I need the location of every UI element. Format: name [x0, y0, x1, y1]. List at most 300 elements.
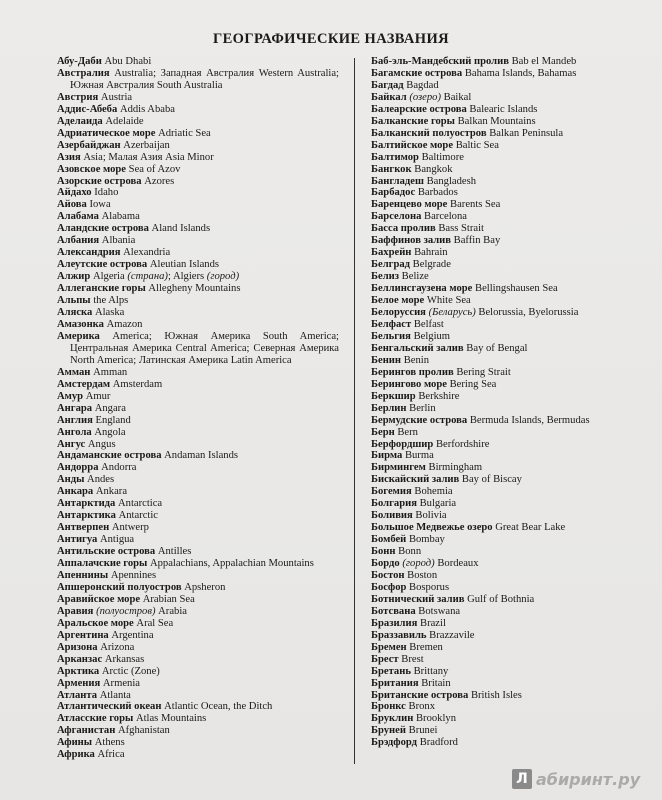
english-term: Argentina — [111, 629, 154, 641]
russian-term: Балеарские острова — [371, 103, 467, 115]
russian-term: Аравия — [57, 605, 94, 617]
english-term: Brittany — [413, 665, 449, 677]
russian-term: Антверпен — [57, 522, 110, 534]
english-term: Abu Dhabi — [104, 56, 152, 67]
english-term: Addis Ababa — [119, 103, 175, 115]
russian-term: Амстердам — [57, 378, 111, 390]
glossary-entry — [371, 104, 617, 116]
glossary-entry — [57, 450, 339, 462]
term-note: (страна) — [127, 271, 168, 283]
watermark-logo — [512, 768, 652, 790]
russian-term: Амазонка — [57, 318, 104, 330]
glossary-entry — [371, 259, 617, 271]
glossary-entry — [57, 474, 339, 486]
russian-term: Аральское море — [57, 617, 134, 629]
russian-term: Антарктида — [57, 498, 116, 510]
glossary-entry — [371, 642, 617, 654]
term-note: (город) — [402, 558, 435, 570]
glossary-entry — [57, 319, 339, 331]
english-term: Barcelona — [424, 211, 467, 223]
glossary-entry — [57, 391, 339, 403]
russian-term: Австрия — [57, 91, 99, 103]
english-term: Great Bear Lake — [495, 522, 566, 534]
english-term: Baltic Sea — [455, 139, 499, 151]
glossary-entry — [371, 116, 617, 128]
glossary-entry — [371, 630, 617, 642]
glossary-entry — [57, 307, 339, 319]
english-term: Iowa — [89, 199, 111, 211]
glossary-entry — [371, 307, 617, 319]
glossary-entry — [371, 690, 617, 702]
russian-term: Афганистан — [57, 725, 116, 737]
glossary-entry — [57, 176, 339, 188]
english-term: Apennines — [110, 569, 157, 581]
russian-term: Бонн — [371, 546, 396, 558]
russian-term: Белиз — [371, 271, 400, 283]
russian-term: Бруклин — [371, 713, 414, 725]
glossary-entry — [371, 713, 617, 725]
logo-text: абиринт.ру — [536, 769, 641, 789]
glossary-entry — [57, 187, 339, 199]
russian-term: Америка — [57, 330, 100, 342]
english-term: Bellingshausen Sea — [475, 283, 558, 295]
english-term: England — [95, 414, 131, 426]
russian-term: Альпы — [57, 295, 91, 307]
russian-term: Берингово море — [371, 378, 447, 390]
russian-term: Антильские острова — [57, 546, 156, 558]
russian-term: Бруней — [371, 725, 406, 737]
glossary-entry — [57, 737, 339, 749]
glossary-entry — [57, 140, 339, 152]
glossary-entry — [371, 534, 617, 546]
glossary-entry — [371, 558, 617, 570]
glossary-entry — [57, 642, 339, 654]
english-term: White Sea — [426, 295, 471, 307]
english-term: Barents Sea — [450, 199, 501, 211]
english-term: Atlanta — [99, 689, 131, 701]
glossary-entry — [371, 164, 617, 176]
russian-term: Бирма — [371, 450, 403, 462]
english-term: Bahrain — [414, 247, 448, 259]
russian-term: Беркшир — [371, 390, 416, 402]
english-term: Antarctica — [118, 498, 163, 510]
russian-term: Андорра — [57, 462, 99, 474]
russian-term: Берлин — [371, 402, 407, 414]
english-term: Africa — [97, 749, 125, 761]
glossary-entry — [371, 211, 617, 223]
glossary-entry — [57, 116, 339, 128]
russian-term: Аландские острова — [57, 223, 149, 235]
term-note: (озеро) — [409, 91, 441, 103]
english-term: Antwerp — [111, 522, 149, 534]
glossary-entry — [57, 582, 339, 594]
english-term: Andes — [87, 474, 115, 486]
english-term: Bohemia — [414, 486, 453, 498]
english-term: Amazon — [106, 318, 143, 330]
russian-term: Бенин — [371, 354, 402, 366]
english-term: Birmingham — [428, 462, 483, 474]
english-term: Arctic (Zone) — [101, 665, 160, 677]
russian-term: Айова — [57, 199, 87, 211]
glossary-entry — [371, 140, 617, 152]
russian-term: Белоруссия — [371, 307, 426, 319]
russian-term: Баб-эль-Мандебский пролив — [371, 56, 509, 67]
glossary-entry — [57, 498, 339, 510]
russian-term: Атласские горы — [57, 713, 134, 725]
glossary-entry — [57, 594, 339, 606]
term-note: (город) — [206, 271, 240, 283]
english-term: Balearic Islands — [469, 103, 538, 115]
english-term: Amsterdam — [112, 378, 163, 390]
english-term: Bay of Biscay — [461, 474, 522, 486]
glossary-entry — [57, 415, 339, 427]
glossary-entry — [371, 379, 617, 391]
english-term: Brooklyn — [415, 713, 456, 725]
russian-term: Анды — [57, 474, 85, 486]
glossary-entry — [57, 558, 339, 570]
russian-term: Балканские горы — [371, 115, 455, 127]
glossary-entry — [371, 654, 617, 666]
russian-term: Британские острова — [371, 689, 469, 701]
russian-term: Бенгальский залив — [371, 342, 464, 354]
english-term: British Isles — [470, 689, 522, 701]
english-term: Bern — [397, 426, 418, 438]
english-term: Balkan Peninsula — [489, 127, 564, 139]
russian-term: Бостон — [371, 569, 405, 581]
russian-term: Багдад — [371, 79, 404, 91]
glossary-entry — [57, 56, 339, 68]
english-term: Bronx — [408, 701, 435, 713]
russian-term: Аравийское море — [57, 593, 141, 605]
english-term: Atlas Mountains — [135, 713, 207, 725]
glossary-entry — [371, 594, 617, 606]
english-term: Sea of Azov — [128, 163, 181, 175]
russian-term: Абу-Даби — [57, 56, 102, 67]
glossary-entry — [57, 92, 339, 104]
glossary-entry — [371, 415, 617, 427]
russian-term: Атлантический океан — [57, 701, 162, 713]
glossary-entry — [371, 319, 617, 331]
english-term: Brazzavile — [429, 629, 475, 641]
russian-term: Адриатическое море — [57, 127, 156, 139]
russian-term: Балтимор — [371, 151, 419, 163]
glossary-entry — [57, 152, 339, 164]
english-term: Bordeaux — [437, 558, 479, 570]
english-term: Burma — [404, 450, 434, 462]
russian-term: Арктика — [57, 665, 100, 677]
glossary-entry — [371, 283, 617, 295]
english-term: Allegheny Mountains — [148, 283, 241, 295]
english-term: Aral Sea — [136, 617, 174, 629]
glossary-entry — [57, 534, 339, 546]
english-term: Arizona — [100, 641, 135, 653]
glossary-entry — [371, 450, 617, 462]
russian-term: Богемия — [371, 486, 412, 498]
english-term: Austria — [100, 91, 133, 103]
english-term: Bangkok — [414, 163, 453, 175]
russian-term: Бразилия — [371, 617, 418, 629]
glossary-entry — [371, 737, 617, 749]
russian-term: Бретань — [371, 665, 411, 677]
russian-term: Белфаст — [371, 318, 412, 330]
glossary-entry — [57, 690, 339, 702]
russian-term: Берингов пролив — [371, 366, 454, 378]
glossary-entry — [57, 259, 339, 271]
glossary-entry — [57, 68, 339, 92]
english-term: Belgium — [413, 330, 451, 342]
glossary-entry — [57, 104, 339, 116]
russian-term: Бангладеш — [371, 175, 424, 187]
english-term: Angara — [94, 402, 126, 414]
page-title: ГЕОГРАФИЧЕСКИЕ НАЗВАНИЯ — [212, 31, 450, 47]
russian-term: Ботнический залив — [371, 593, 465, 605]
english-term: Baltimore — [421, 151, 464, 163]
glossary-entry — [371, 462, 617, 474]
english-term: Amman — [93, 366, 128, 378]
russian-term: Большое Медвежье озеро — [371, 522, 493, 534]
glossary-entry — [57, 678, 339, 690]
glossary-entry — [371, 271, 617, 283]
english-term: Britain — [421, 677, 451, 689]
russian-term: Басса пролив — [371, 223, 436, 235]
glossary-entry — [371, 701, 617, 713]
glossary-entry — [57, 630, 339, 642]
russian-term: Бельгия — [371, 330, 411, 342]
glossary-entry — [57, 367, 339, 379]
english-term: Arabia — [158, 605, 187, 617]
russian-term: Атланта — [57, 689, 98, 701]
english-term: Angus — [87, 438, 116, 450]
english-term: Benin — [403, 354, 429, 366]
glossary-entry — [371, 570, 617, 582]
english-term: Bolivia — [415, 510, 447, 522]
russian-term: Апеннины — [57, 569, 109, 581]
glossary-entry — [57, 379, 339, 391]
glossary-entry — [57, 546, 339, 558]
russian-term: Браззавиль — [371, 629, 427, 641]
russian-term: Ангола — [57, 426, 92, 438]
glossary-entry — [371, 666, 617, 678]
russian-term: Байкал — [371, 91, 407, 103]
english-term: Bangladesh — [426, 175, 477, 187]
russian-term: Белград — [371, 259, 411, 271]
english-term: Bab el Mandeb — [511, 56, 577, 67]
glossary-entry — [371, 367, 617, 379]
english-term: Bermuda Islands, Bermudas — [469, 414, 590, 426]
english-term: Armenia — [102, 677, 140, 689]
english-term: Berfordshire — [435, 438, 490, 450]
russian-term: Аляска — [57, 307, 93, 319]
russian-term: Брест — [371, 653, 399, 665]
glossary-entry — [371, 522, 617, 534]
english-term: Adriatic Sea — [158, 127, 211, 139]
glossary-entry — [371, 128, 617, 140]
english-term: Belfast — [413, 318, 444, 330]
column-divider — [354, 58, 355, 764]
russian-term: Ангус — [57, 438, 86, 450]
russian-term: Барселона — [371, 211, 422, 223]
glossary-entry — [371, 247, 617, 259]
glossary-entry — [371, 187, 617, 199]
russian-term: Берфордшир — [371, 438, 434, 450]
english-term: the Alps — [93, 295, 129, 307]
glossary-entry — [371, 510, 617, 522]
russian-term: Азовское море — [57, 163, 127, 175]
russian-term: Азия — [57, 151, 81, 163]
english-term: Berkshire — [418, 390, 460, 402]
english-term: Bahama Islands, Bahamas — [464, 67, 577, 79]
glossary-entry — [371, 343, 617, 355]
glossary-entry — [57, 462, 339, 474]
english-term: Bonn — [398, 546, 422, 558]
russian-term: Бомбей — [371, 534, 407, 546]
english-term: Arabian Sea — [142, 593, 195, 605]
english-term: Asia; Малая Азия Asia Minor — [83, 151, 214, 163]
glossary-entry — [371, 427, 617, 439]
russian-term: Антигуа — [57, 534, 98, 546]
english-term: Azores — [144, 175, 175, 187]
glossary-entry — [371, 486, 617, 498]
glossary-entry — [57, 522, 339, 534]
glossary-entry — [371, 68, 617, 80]
english-term: ; Algiers — [167, 271, 205, 283]
glossary-entry — [371, 725, 617, 737]
english-term: Antigua — [99, 534, 135, 546]
russian-term: Апшеронский полуостров — [57, 581, 182, 593]
english-term: Berlin — [409, 402, 436, 414]
glossary-entry — [371, 223, 617, 235]
english-term: Belize — [401, 271, 429, 283]
english-term: Athens — [94, 737, 125, 749]
english-term: Boston — [407, 569, 438, 581]
russian-term: Алабама — [57, 211, 99, 223]
russian-term: Анкара — [57, 486, 94, 498]
english-term: Bering Sea — [449, 378, 497, 390]
glossary-entry — [371, 474, 617, 486]
glossary-entry — [371, 176, 617, 188]
russian-term: Австралия — [57, 67, 110, 79]
english-term: Balkan Mountains — [457, 115, 536, 127]
russian-term: Босфор — [371, 581, 407, 593]
english-term: Alaska — [94, 307, 125, 319]
glossary-entry — [371, 403, 617, 415]
russian-term: Бискайский залив — [371, 474, 460, 486]
right-column — [371, 56, 617, 749]
russian-term: Берн — [371, 426, 395, 438]
glossary-entry — [57, 247, 339, 259]
english-term: Alabama — [101, 211, 140, 223]
glossary-entry — [371, 331, 617, 343]
russian-term: Андаманские острова — [57, 450, 162, 462]
english-term: Brazil — [420, 617, 446, 629]
glossary-entry — [57, 701, 339, 713]
russian-term: Бронкс — [371, 701, 406, 713]
russian-term: Балканский полуостров — [371, 127, 487, 139]
glossary-entry — [57, 510, 339, 522]
glossary-entry — [57, 403, 339, 415]
glossary-entry — [371, 618, 617, 630]
glossary-entry — [371, 498, 617, 510]
russian-term: Белое море — [371, 295, 425, 307]
english-term: Azerbaijan — [123, 139, 170, 151]
russian-term: Армения — [57, 677, 101, 689]
russian-term: Азорские острова — [57, 175, 142, 187]
glossary-entry — [57, 725, 339, 737]
russian-term: Баренцево море — [371, 199, 448, 211]
logo-icon: Л — [512, 769, 532, 789]
english-term: Algeria — [92, 271, 125, 283]
russian-term: Амман — [57, 366, 91, 378]
english-term: Baikal — [443, 91, 472, 103]
russian-term: Боливия — [371, 510, 413, 522]
english-term: Afghanistan — [117, 725, 170, 737]
english-term: Bombay — [408, 534, 445, 546]
glossary-entry — [57, 331, 339, 367]
russian-term: Аллеганские горы — [57, 283, 146, 295]
english-term: Belgrade — [412, 259, 451, 271]
glossary-entry — [371, 92, 617, 104]
english-term: Baffin Bay — [453, 235, 501, 247]
glossary-entry — [57, 606, 339, 618]
glossary-entry — [57, 283, 339, 295]
glossary-entry — [371, 606, 617, 618]
term-note: (Беларусь) — [428, 307, 476, 319]
russian-term: Арканзас — [57, 653, 103, 665]
english-term: Aland Islands — [151, 223, 211, 235]
english-term: Bradford — [419, 737, 458, 749]
russian-term: Азербайджан — [57, 139, 121, 151]
russian-term: Ботсвана — [371, 605, 416, 617]
glossary-entry — [57, 427, 339, 439]
glossary-entry — [57, 199, 339, 211]
russian-term: Баффинов залив — [371, 235, 451, 247]
english-term: Amur — [85, 390, 111, 402]
glossary-entry — [371, 391, 617, 403]
english-term: Ankara — [95, 486, 128, 498]
russian-term: Африка — [57, 749, 95, 761]
english-term: Bosporus — [409, 581, 450, 593]
english-term: Apsheron — [184, 581, 226, 593]
english-term: Bay of Bengal — [466, 342, 528, 354]
english-term: Bagdad — [406, 79, 439, 91]
russian-term: Бахрейн — [371, 247, 412, 259]
glossary-entry — [57, 749, 339, 761]
russian-term: Бремен — [371, 641, 407, 653]
english-term: Idaho — [94, 187, 119, 199]
russian-term: Аппалачские горы — [57, 558, 148, 570]
glossary-entry — [371, 152, 617, 164]
glossary-entry — [57, 618, 339, 630]
russian-term: Айдахо — [57, 187, 92, 199]
english-term: Alexandria — [123, 247, 171, 259]
glossary-entry — [57, 295, 339, 307]
russian-term: Ангара — [57, 402, 93, 414]
russian-term: Беллинсгаузена море — [371, 283, 473, 295]
glossary-entry — [57, 223, 339, 235]
russian-term: Афины — [57, 737, 93, 749]
glossary-entry — [57, 713, 339, 725]
english-term: Botswana — [418, 605, 461, 617]
glossary-entry — [371, 235, 617, 247]
russian-term: Британия — [371, 677, 419, 689]
english-term: Albania — [101, 235, 136, 247]
glossary-entry — [371, 56, 617, 68]
english-term: Bering Strait — [456, 366, 511, 378]
glossary-entry — [57, 439, 339, 451]
russian-term: Багамские острова — [371, 67, 463, 79]
glossary-entry — [371, 295, 617, 307]
english-term: Antarctic — [118, 510, 159, 522]
